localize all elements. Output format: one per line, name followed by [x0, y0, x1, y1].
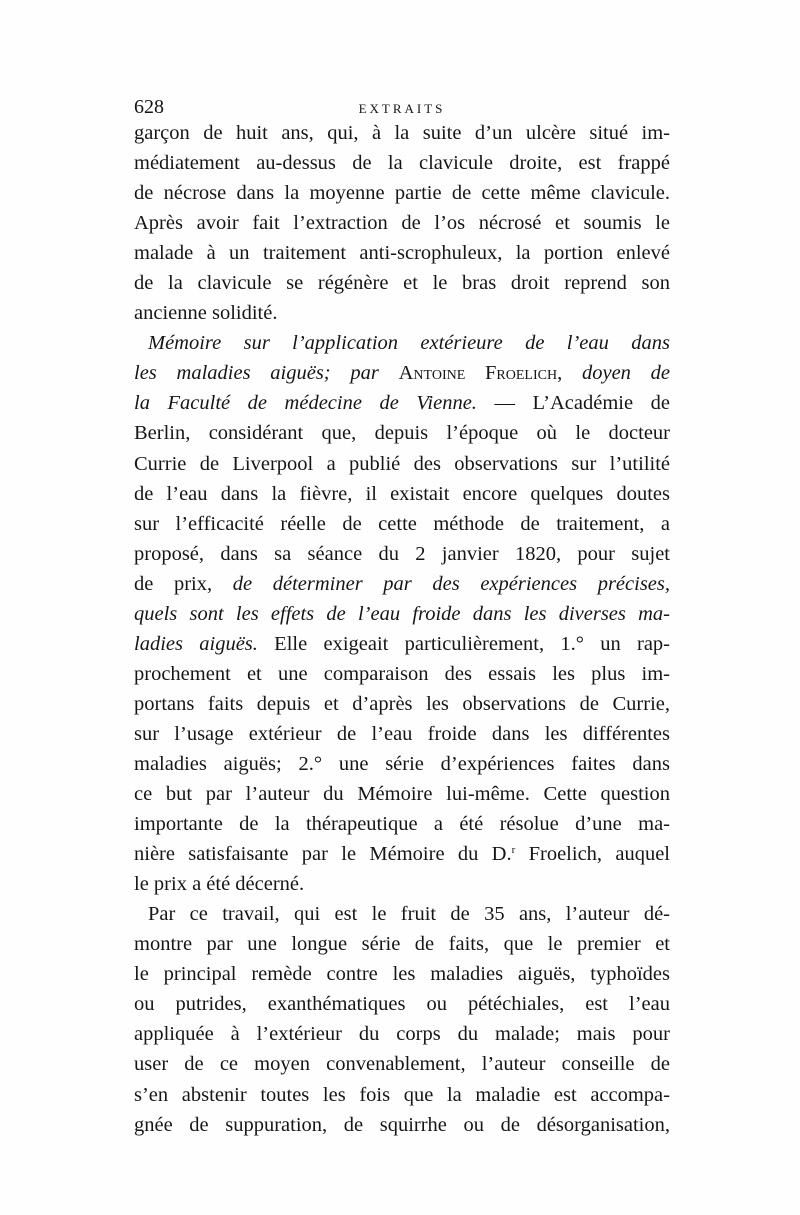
text-segment: nière satisfaisante par le Mémoire du D.: [134, 843, 512, 866]
text-segment: ladies aiguës.: [134, 632, 258, 655]
text-line: [134, 929, 670, 959]
text-line: [134, 539, 670, 569]
text-line: [134, 719, 670, 749]
text-line: [134, 899, 670, 929]
text-line: [134, 388, 670, 418]
text-segment: Berlin, considérant que, depuis l’époque où le docteur: [134, 422, 670, 445]
text-segment: de déterminer par des expériences précises,: [232, 572, 670, 595]
text-segment: portans faits depuis et d’après les observations de Currie,: [134, 692, 670, 715]
text-line: [134, 569, 670, 599]
text-line: [134, 358, 670, 388]
text-segment: la Faculté de médecine de Vienne.: [134, 392, 477, 415]
text-segment: Elle exigeait particulièrement, 1.° un rap-: [257, 632, 670, 655]
text-line: [134, 509, 670, 539]
text-line: [134, 689, 670, 719]
text-segment: gnée de suppuration, de squirrhe ou de désorganisation,: [134, 1113, 670, 1136]
text-segment: Mémoire sur l’application extérieure de l’eau dans: [148, 332, 670, 355]
text-line: [134, 839, 670, 869]
superscript: r: [511, 844, 516, 857]
text-segment: proposé, dans sa séance du 2 janvier 1820, pour sujet: [134, 542, 670, 565]
text-line: [134, 599, 670, 629]
text-line: [134, 1080, 670, 1110]
text-segment: les maladies aiguës; par: [134, 362, 399, 385]
page-number: 628: [134, 96, 164, 118]
text-line: [134, 869, 670, 899]
text-segment: le prix a été décerné.: [134, 873, 305, 896]
text-line: [134, 268, 670, 298]
text-segment: Currie de Liverpool a publié des observations sur l’utilité: [134, 452, 670, 475]
text-line: [134, 118, 670, 148]
text-segment: — L’Académie de: [476, 392, 670, 415]
text-segment: appliquée à l’extérieur du corps du malade; mais pour: [134, 1023, 670, 1046]
text-segment: médiatement au-dessus de la clavicule droite, est frappé: [134, 152, 670, 175]
text-line: [134, 418, 670, 448]
text-line: [134, 328, 670, 358]
text-line: [134, 298, 670, 328]
text-segment: ce but par l’auteur du Mémoire lui-même. Cette question: [134, 783, 670, 806]
text-segment: sur l’efficacité réelle de cette méthode de traitement, a: [134, 512, 670, 535]
text-segment: user de ce moyen convenablement, l’auteur conseille de: [134, 1053, 670, 1076]
text-line: [134, 1110, 670, 1140]
text-line: [134, 989, 670, 1019]
text-segment: le principal remède contre les maladies aiguës, typhoïdes: [134, 963, 670, 986]
text-segment: s’en abstenir toutes les fois que la maladie est accompa-: [134, 1083, 670, 1106]
text-line: [134, 479, 670, 509]
text-segment: malade à un traitement anti-scrophuleux, la portion enlevé: [134, 242, 670, 265]
text-segment: de prix,: [134, 572, 233, 595]
text-segment: ancienne solidité.: [134, 302, 278, 325]
text-line: [134, 749, 670, 779]
text-segment: doyen de: [581, 362, 671, 385]
text-line: [134, 629, 670, 659]
text-line: [134, 148, 670, 178]
text-line: [134, 809, 670, 839]
text-segment: montre par une longue série de faits, que le premier et: [134, 933, 670, 956]
text-segment: de nécrose dans la moyenne partie de cette même clavicule.: [134, 182, 670, 205]
text-line: [134, 959, 670, 989]
text-segment: garçon de huit ans, qui, à la suite d’un ulcère situé im-: [134, 122, 670, 144]
body-text: [134, 118, 670, 1140]
text-segment: de la clavicule se régénère et le bras droit reprend son: [134, 272, 670, 295]
page-header: [134, 94, 670, 120]
text-segment: prochement et une comparaison des essais les plus im-: [134, 662, 670, 685]
text-segment: quels sont les effets de l’eau froide dans les diverses ma-: [134, 602, 670, 625]
text-line: [134, 659, 670, 689]
text-segment: Après avoir fait l’extraction de l’os nécrosé et soumis le: [134, 212, 670, 235]
text-segment: sur l’usage extérieur de l’eau froide dans les différentes: [134, 722, 670, 745]
text-segment: de l’eau dans la fièvre, il existait encore quelques doutes: [134, 482, 670, 505]
text-segment: ou putrides, exanthématiques ou pétéchiales, est l’eau: [134, 993, 670, 1016]
text-segment: Froelich, auquel: [515, 843, 670, 866]
text-line: [134, 779, 670, 809]
text-line: [134, 1019, 670, 1049]
text-segment: Par ce travail, qui est le fruit de 35 ans, l’auteur dé-: [148, 903, 670, 926]
text-segment: maladies aiguës; 2.° une série d’expériences faites dans: [134, 752, 670, 775]
text-line: [134, 1049, 670, 1079]
text-line: [134, 238, 670, 268]
text-segment: ,: [557, 362, 582, 385]
running-head: EXTRAITS: [358, 101, 446, 116]
text-line: [134, 208, 670, 238]
text-line: [134, 178, 670, 208]
text-segment: importante de la thérapeutique a été résolue d’une ma-: [134, 813, 670, 836]
text-line: [134, 449, 670, 479]
author-name: Antoine Froelich: [398, 362, 558, 385]
